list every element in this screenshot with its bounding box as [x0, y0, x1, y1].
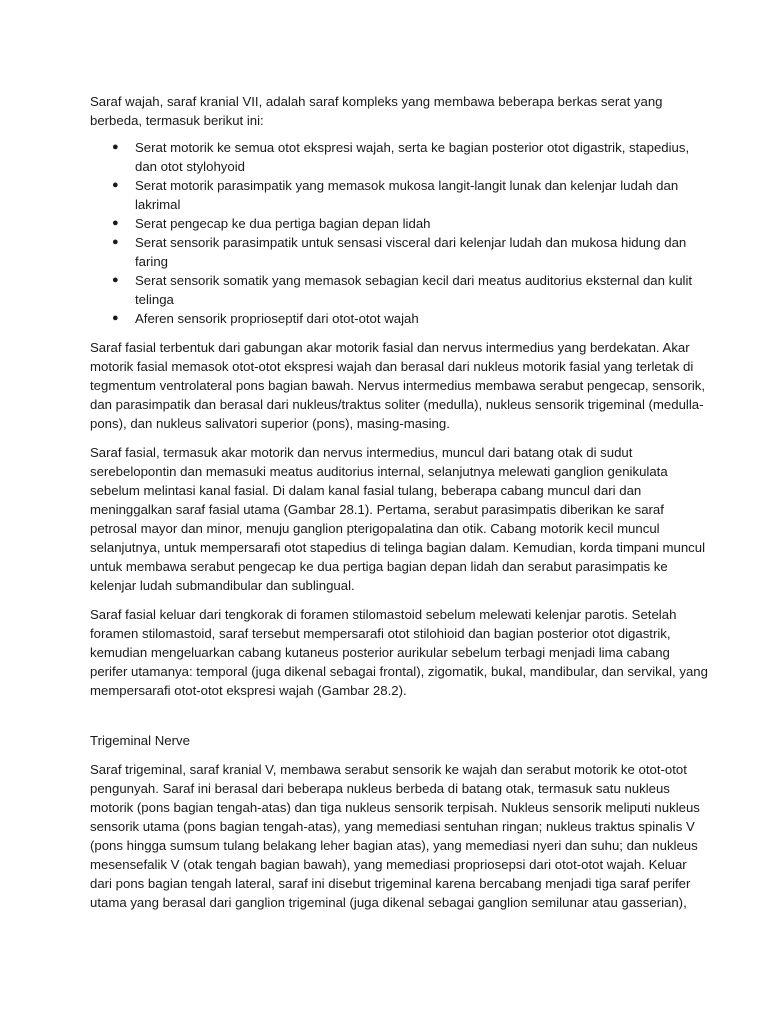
list-item: [90, 138, 708, 176]
list-item-text: Serat pengecap ke dua pertiga bagian depan lidah: [135, 216, 431, 231]
list-item-text: Serat sensorik parasimpatik untuk sensasi visceral dari kelenjar ludah dan mukosa hidung dan faring: [135, 235, 687, 269]
intro-paragraph: Saraf wajah, saraf kranial VII, adalah saraf kompleks yang membawa beberapa berkas serat yang berbeda, termasuk berikut ini:: [90, 94, 663, 128]
bullet-icon: ●: [112, 274, 119, 286]
section-heading: Trigeminal Nerve: [90, 733, 190, 748]
list-item-text: Serat motorik parasimpatik yang memasok mukosa langit-langit lunak dan kelenjar ludah dan lakrimal: [135, 178, 679, 212]
list-item: [90, 214, 708, 233]
bullet-icon: ●: [112, 312, 119, 324]
list-item: [90, 309, 708, 328]
bullet-icon: ●: [112, 179, 119, 191]
bullet-icon: ●: [112, 141, 119, 153]
body-paragraph-facial-roots: Saraf fasial terbentuk dari gabungan akar motorik fasial dan nervus intermedius yang berdekatan. Akar motorik fasial memasok otot-otot ekspresi wajah dan berasal dari nukleus motorik fasial yang terletak di tegmentum ventrolateral pons bagian bawah. Nervus intermedius membawa serabut pengecap, sensorik, dan parasimpatik dan berasal dari nukleus/traktus soliter (medulla), nukleus sensorik trigeminal (medulla-pons), dan nukleus salivatori superior (pons), masing-masing.: [90, 340, 706, 431]
list-item-text: Serat motorik ke semua otot ekspresi wajah, serta ke bagian posterior otot digastrik, stapedius, dan otot stylohyoid: [135, 140, 690, 174]
body-paragraph-facial-exit: Saraf fasial keluar dari tengkorak di foramen stilomastoid sebelum melewati kelenjar parotis. Setelah foramen stilomastoid, saraf tersebut mempersarafi otot stilohioid dan bagian posterior otot digastrik, kemudian mengeluarkan cabang kutaneus posterior aurikular sebelum terbagi menjadi lima cabang perifer utamanya: temporal (juga dikenal sebagai frontal), zigomatik, bukal, mandibular, dan servikal, yang mempersarafi otot-otot ekspresi wajah (Gambar 28.2).: [90, 607, 708, 698]
body-paragraph-facial-course: Saraf fasial, termasuk akar motorik dan nervus intermedius, muncul dari batang otak di sudut serebelopontin dan memasuki meatus auditorius internal, selanjutnya melewati ganglion genikulata sebelum melintasi kanal fasial. Di dalam kanal fasial tulang, beberapa cabang muncul dari dan meninggalkan saraf fasial utama (Gambar 28.1). Pertama, serabut parasimpatis diberikan ke saraf petrosal mayor dan minor, menuju ganglion pterigopalatina dan otik. Cabang motorik kecil muncul selanjutnya, untuk mempersarafi otot stapedius di telinga bagian dalam. Kemudian, korda timpani muncul untuk membawa serabut pengecap ke dua pertiga bagian depan lidah dan serabut parasimpatis ke kelenjar ludah submandibular dan sublingual.: [90, 445, 706, 593]
bullet-icon: ●: [112, 217, 119, 229]
list-item: [90, 176, 708, 214]
body-paragraph-trigeminal: Saraf trigeminal, saraf kranial V, membawa serabut sensorik ke wajah dan serabut motorik ke otot-otot pengunyah. Saraf ini berasal dari beberapa nukleus berbeda di batang otak, termasuk satu nukleus motorik (pons bagian tengah-atas) dan tiga nukleus sensorik terpisah. Nukleus sensorik meliputi nukleus sensorik utama (pons bagian tengah-atas), yang memediasi sentuhan ringan; nukleus traktus spinalis V (pons hingga sumsum tulang belakang leher bagian atas), yang memediasi nyeri dan suhu; dan nukleus mesensefalik V (otak tengah bagian bawah), yang memediasi propriosepsi dari otot-otot wajah. Keluar dari pons bagian tengah lateral, saraf ini disebut trigeminal karena bercabang menjadi tiga saraf perifer utama yang berasal dari ganglion trigeminal (juga dikenal sebagai ganglion semilunar atau gasserian),: [90, 762, 700, 910]
bullet-icon: ●: [112, 236, 119, 248]
fiber-list: [90, 138, 708, 328]
list-item-text: Aferen sensorik proprioseptif dari otot-otot wajah: [135, 311, 419, 326]
list-item: [90, 271, 708, 309]
list-item: [90, 233, 708, 271]
list-item-text: Serat sensorik somatik yang memasok sebagian kecil dari meatus auditorius eksternal dan kulit telinga: [135, 273, 693, 307]
